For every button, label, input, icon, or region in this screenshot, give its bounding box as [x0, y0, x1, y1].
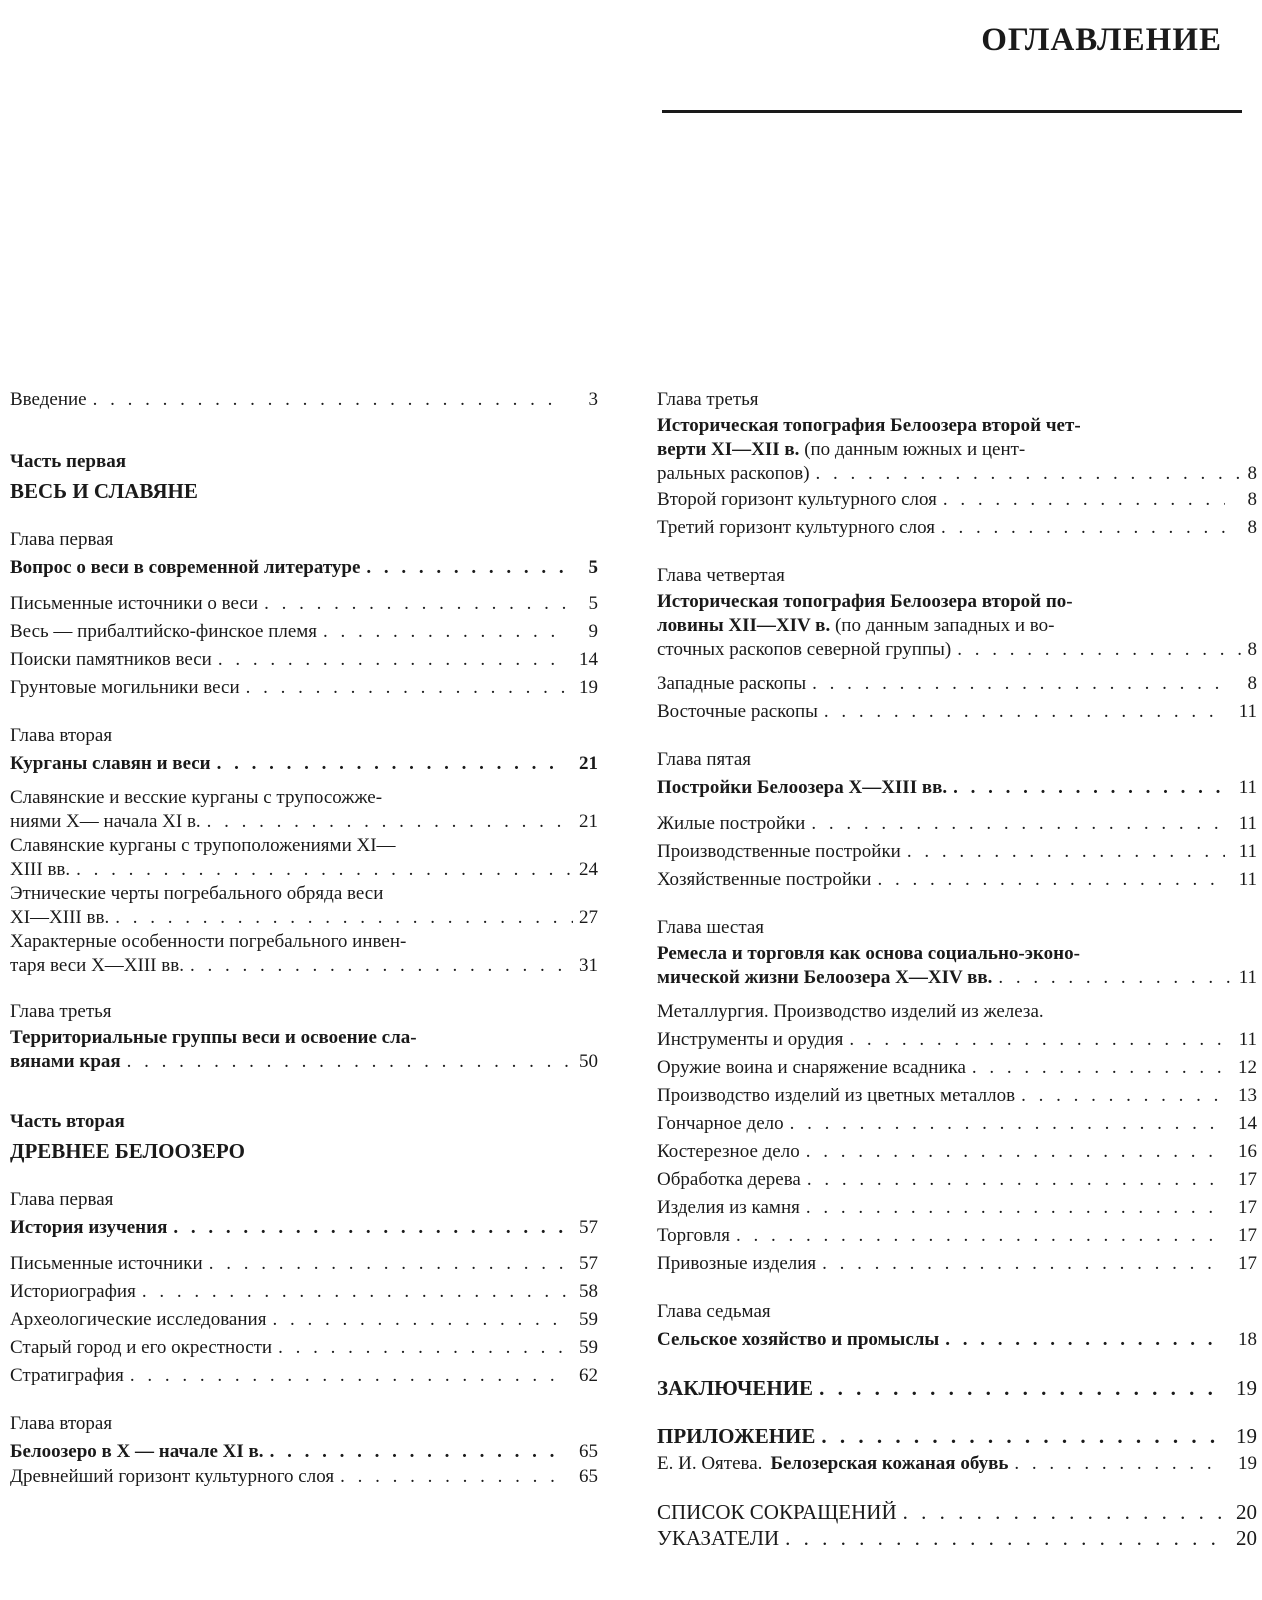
chapter-title-entry[interactable] [657, 414, 1257, 486]
toc-entry[interactable] [657, 670, 1257, 698]
toc-entry-label: Стратиграфия [10, 1365, 124, 1386]
toc-entry-label: Изделия из камня [657, 1197, 800, 1218]
dot-leader [115, 906, 573, 930]
toc-entry-multiline[interactable] [10, 786, 598, 834]
toc-entry-label: Постройки Белоозера X—XIII вв. [657, 777, 948, 798]
toc-entry-label: УКАЗАТЕЛИ [657, 1526, 780, 1550]
toc-entry-label: Костерезное дело [657, 1141, 800, 1162]
toc-entry[interactable] [657, 998, 1257, 1026]
dot-leader [218, 646, 566, 674]
toc-page-number: 8 [1247, 639, 1257, 660]
page-title: ОГЛАВЛЕНИЕ [981, 22, 1222, 58]
toc-page-number: 11 [1238, 701, 1257, 722]
toc-page-number: 65 [579, 1466, 598, 1487]
toc-entry[interactable] [10, 1362, 598, 1390]
toc-entry-multiline[interactable] [10, 834, 598, 882]
chapter-label: Глава шестая [657, 917, 765, 938]
toc-entry[interactable] [657, 1250, 1257, 1278]
toc-entry-label: Введение [10, 389, 87, 410]
toc-entry[interactable] [10, 618, 598, 646]
toc-entry[interactable] [657, 486, 1257, 514]
chapter-title-entry[interactable] [657, 590, 1257, 662]
toc-entry-label: Курганы славян и веси [10, 753, 211, 774]
toc-entry-label: Древнейший горизонт культурного слоя [10, 1466, 335, 1487]
toc-entry-label: Привозные изделия [657, 1253, 817, 1274]
toc-entry-line-bold: верти XI—XII в. [657, 439, 800, 460]
toc-page-number: 20 [1236, 1526, 1257, 1550]
toc-page-number: 11 [1238, 813, 1257, 834]
toc-entry-abbreviations[interactable] [657, 1498, 1257, 1526]
toc-entry[interactable] [657, 1054, 1257, 1082]
toc-entry-line: XIII вв. [10, 859, 71, 880]
dot-leader [173, 1214, 566, 1242]
dot-leader [812, 670, 1225, 698]
toc-entry[interactable] [10, 1466, 598, 1488]
toc-page-number: 20 [1236, 1500, 1257, 1524]
toc-page-number: 31 [579, 955, 598, 976]
toc-page-number: 57 [579, 1217, 598, 1238]
toc-entry-label: Весь — прибалтийско-финское племя [10, 621, 318, 642]
toc-entry-label: Производство изделий из цветных металлов [657, 1085, 1016, 1106]
toc-entry-line: (по данным южных и цент- [799, 439, 1026, 460]
toc-page-number: 19 [1236, 1376, 1257, 1400]
toc-page-number: 8 [1247, 673, 1257, 694]
dot-leader [849, 1026, 1225, 1054]
toc-page-number: 17 [1238, 1225, 1257, 1246]
toc-page-number: 17 [1238, 1197, 1257, 1218]
toc-page-number: 57 [579, 1253, 598, 1274]
toc-entry-line: вянами края [10, 1051, 121, 1072]
toc-entry-label: Западные раскопы [657, 673, 807, 694]
dot-leader [806, 1194, 1225, 1222]
toc-entry-label: Производственные постройки [657, 841, 901, 862]
toc-entry[interactable] [657, 1138, 1257, 1166]
toc-entry-label: Третий горизонт культурного слоя [657, 517, 935, 538]
chapter-title-entry[interactable] [10, 1438, 598, 1466]
toc-entry-multiline[interactable] [10, 930, 598, 978]
toc-entry-indexes[interactable] [657, 1526, 1257, 1550]
dot-leader [945, 1326, 1225, 1354]
toc-page-number: 11 [1238, 869, 1257, 890]
toc-entry-label: ПРИЛОЖЕНИЕ [657, 1424, 816, 1448]
dot-leader [127, 1050, 573, 1074]
toc-entry[interactable] [657, 838, 1257, 866]
chapter-label: Глава первая [10, 529, 114, 550]
toc-page-number: 19 [579, 677, 598, 698]
toc-page-number: 11 [1238, 967, 1257, 988]
toc-entry[interactable] [657, 1166, 1257, 1194]
dot-leader [907, 838, 1225, 866]
toc-entry-line: Ремесла и торговля как основа социально-эконо- [657, 943, 1080, 964]
chapter-title-entry[interactable] [10, 1214, 598, 1242]
toc-page-number: 59 [579, 1309, 598, 1330]
toc-entry-label: Сельское хозяйство и промыслы [657, 1329, 940, 1350]
dot-leader [93, 386, 566, 414]
toc-page-number: 8 [1247, 489, 1257, 510]
toc-page-number: 19 [1238, 1453, 1257, 1474]
toc-entry-line: Этнические черты погребального обряда веси [10, 883, 384, 904]
toc-entry-label: Хозяйственные постройки [657, 869, 872, 890]
toc-entry-label: Металлургия. Производство изделий из железа. [657, 1001, 1044, 1022]
toc-entry-label: Историография [10, 1281, 136, 1302]
dot-leader [972, 1054, 1225, 1082]
toc-entry-label: Письменные источники о веси [10, 593, 259, 614]
toc-entry[interactable] [10, 1306, 598, 1334]
toc-entry-line: Историческая топография Белоозера второй чет- [657, 415, 1081, 436]
toc-entry-line: (по данным западных и во- [830, 615, 1055, 636]
toc-entry-label: Белозерская кожаная обувь [770, 1453, 1009, 1474]
toc-entry-conclusion[interactable] [657, 1374, 1257, 1402]
toc-entry-line: Славянские и весские курганы с трупосожже- [10, 787, 383, 808]
dot-leader [272, 1306, 566, 1334]
toc-entry-label: Жилые постройки [657, 813, 806, 834]
toc-entry[interactable] [10, 1334, 598, 1362]
toc-page-number: 21 [579, 811, 598, 832]
chapter-title-entry[interactable] [657, 942, 1257, 990]
toc-entry-label: Второй горизонт культурного слоя [657, 489, 937, 510]
toc-entry[interactable] [657, 698, 1257, 726]
toc-page-number: 9 [588, 621, 598, 642]
toc-page-number: 5 [588, 557, 598, 578]
chapter-title-entry[interactable] [10, 750, 598, 778]
dot-leader [941, 514, 1225, 542]
part-title: ВЕСЬ И СЛАВЯНЕ [10, 479, 198, 503]
dot-leader [264, 590, 566, 618]
toc-entry-line: XI—XIII вв. [10, 907, 110, 928]
toc-entry-label: История изучения [10, 1217, 168, 1238]
toc-page-number: 3 [588, 389, 598, 410]
toc-entry-appendix[interactable] [657, 1422, 1257, 1450]
toc-entry-label: Письменные источники [10, 1253, 203, 1274]
toc-entry-line: Территориальные группы веси и освоение сла- [10, 1027, 417, 1048]
toc-entry-label: Вопрос о веси в современной литературе [10, 557, 361, 578]
toc-page-number: 50 [579, 1051, 598, 1072]
dot-leader [824, 698, 1225, 726]
toc-entry[interactable] [657, 1110, 1257, 1138]
title-rule [662, 110, 1242, 113]
toc-entry-label: Поиски памятников веси [10, 649, 212, 670]
dot-leader [943, 486, 1225, 514]
dot-leader [736, 1222, 1225, 1250]
toc-entry-line: Историческая топография Белоозера второй по- [657, 591, 1073, 612]
toc-page-number: 17 [1238, 1253, 1257, 1274]
toc-entry-label: Обработка дерева [657, 1169, 801, 1190]
dot-leader [819, 1374, 1225, 1402]
dot-leader [246, 674, 566, 702]
toc-entry-label: Оружие воина и снаряжение всадника [657, 1057, 966, 1078]
toc-right-column [657, 386, 1257, 1550]
toc-entry[interactable] [10, 1278, 598, 1306]
toc-entry-label: СПИСОК СОКРАЩЕНИЙ [657, 1500, 897, 1524]
chapter-label: Глава вторая [10, 1413, 113, 1434]
part-label: Часть первая [10, 451, 126, 472]
dot-leader [207, 810, 573, 834]
chapter-title-entry[interactable] [657, 1326, 1257, 1354]
toc-page-number: 17 [1238, 1169, 1257, 1190]
toc-entry[interactable] [10, 674, 598, 702]
toc-page-number: 11 [1238, 1029, 1257, 1050]
toc-page-number: 11 [1238, 777, 1257, 798]
toc-page-number: 14 [579, 649, 598, 670]
toc-entry[interactable] [657, 1222, 1257, 1250]
dot-leader [785, 1526, 1225, 1550]
dot-leader [822, 1250, 1225, 1278]
toc-entry[interactable] [10, 1250, 598, 1278]
dot-leader [270, 1438, 566, 1466]
toc-entry-label: Белоозеро в X — начале XI в. [10, 1441, 264, 1462]
toc-page-number: 18 [1238, 1329, 1257, 1350]
toc-entry-label: Торговля [657, 1225, 730, 1246]
toc-entry-line: мической жизни Белоозера X—XIV вв. [657, 967, 993, 988]
dot-leader [209, 1250, 566, 1278]
toc-page-number: 16 [1238, 1141, 1257, 1162]
toc-entry-label: Археологические исследования [10, 1309, 267, 1330]
dot-leader [807, 1166, 1225, 1194]
chapter-title-entry[interactable] [10, 1026, 598, 1074]
toc-page-number: 14 [1238, 1113, 1257, 1134]
toc-entry-label: Грунтовые могильники веси [10, 677, 240, 698]
dot-leader [76, 858, 573, 882]
toc-entry-line: ральных раскопов) [657, 463, 810, 484]
toc-entry[interactable] [657, 866, 1257, 894]
toc-left-column [10, 386, 598, 1488]
chapter-label: Глава вторая [10, 725, 113, 746]
chapter-label: Глава третья [10, 1001, 112, 1022]
toc-entry-line: Славянские курганы с трупоположениями XI— [10, 835, 396, 856]
toc-page-number: 62 [579, 1365, 598, 1386]
dot-leader [821, 1422, 1225, 1450]
chapter-title-entry[interactable] [657, 774, 1257, 802]
dot-leader [217, 750, 566, 778]
dot-leader [278, 1334, 566, 1362]
toc-entry[interactable] [10, 646, 598, 674]
toc-page-number: 59 [579, 1337, 598, 1358]
part-label: Часть вторая [10, 1111, 125, 1132]
toc-entry-label: Старый город и его окрестности [10, 1337, 273, 1358]
toc-page-number: 21 [579, 753, 598, 774]
toc-page-number: 5 [588, 593, 598, 614]
toc-entry[interactable] [657, 1026, 1257, 1054]
chapter-label: Глава четвертая [657, 565, 785, 586]
dot-leader [953, 774, 1225, 802]
dot-leader [790, 1110, 1225, 1138]
toc-page-number: 12 [1238, 1057, 1257, 1078]
toc-entry-multiline[interactable] [10, 882, 598, 930]
toc-page-number: 8 [1247, 517, 1257, 538]
toc-entry-line-bold: ловины XII—XIV в. [657, 615, 831, 636]
toc-entry[interactable] [10, 590, 598, 618]
toc-entry-label: Инструменты и орудия [657, 1029, 844, 1050]
dot-leader [130, 1362, 566, 1390]
dot-leader [877, 866, 1225, 894]
dot-leader [323, 618, 566, 646]
chapter-label: Глава третья [657, 389, 759, 410]
toc-page-number: 13 [1238, 1085, 1257, 1106]
toc-entry-line: сточных раскопов северной группы) [657, 639, 952, 660]
toc-entry[interactable] [657, 1450, 1257, 1478]
dot-leader [1014, 1450, 1225, 1478]
toc-entry-line: ниями X— начала XI в. [10, 811, 201, 832]
toc-entry[interactable] [657, 810, 1257, 838]
dot-leader [816, 462, 1242, 486]
toc-entry-line: таря веси X—XIII вв. [10, 955, 184, 976]
toc-page-number: 65 [579, 1441, 598, 1462]
toc-entry[interactable] [657, 514, 1257, 542]
toc-page-number: 27 [579, 907, 598, 928]
toc-entry-label: Гончарное дело [657, 1113, 784, 1134]
dot-leader [190, 954, 573, 978]
chapter-label: Глава пятая [657, 749, 751, 770]
dot-leader [366, 554, 566, 582]
toc-entry-author: Е. И. Оятева. [657, 1453, 763, 1474]
dot-leader [1021, 1082, 1225, 1110]
dot-leader [957, 638, 1241, 662]
toc-entry[interactable] [657, 1194, 1257, 1222]
chapter-title-entry[interactable] [10, 554, 598, 582]
dot-leader [340, 1466, 566, 1488]
toc-page-number: 8 [1247, 463, 1257, 484]
toc-entry-line: Характерные особенности погребального инвен- [10, 931, 407, 952]
toc-page-number: 11 [1238, 841, 1257, 862]
toc-page-number: 19 [1236, 1424, 1257, 1448]
chapter-label: Глава седьмая [657, 1301, 771, 1322]
dot-leader [903, 1498, 1225, 1526]
chapter-label: Глава первая [10, 1189, 114, 1210]
part-title: ДРЕВНЕЕ БЕЛООЗЕРО [10, 1139, 245, 1163]
dot-leader [806, 1138, 1225, 1166]
dot-leader [142, 1278, 566, 1306]
toc-entry-intro[interactable] [10, 386, 598, 414]
dot-leader [811, 810, 1225, 838]
toc-page-number: 58 [579, 1281, 598, 1302]
toc-entry-label: Восточные раскопы [657, 701, 818, 722]
toc-page-number: 24 [579, 859, 598, 880]
dot-leader [998, 966, 1232, 990]
toc-entry-label: ЗАКЛЮЧЕНИЕ [657, 1376, 814, 1400]
toc-entry[interactable] [657, 1082, 1257, 1110]
